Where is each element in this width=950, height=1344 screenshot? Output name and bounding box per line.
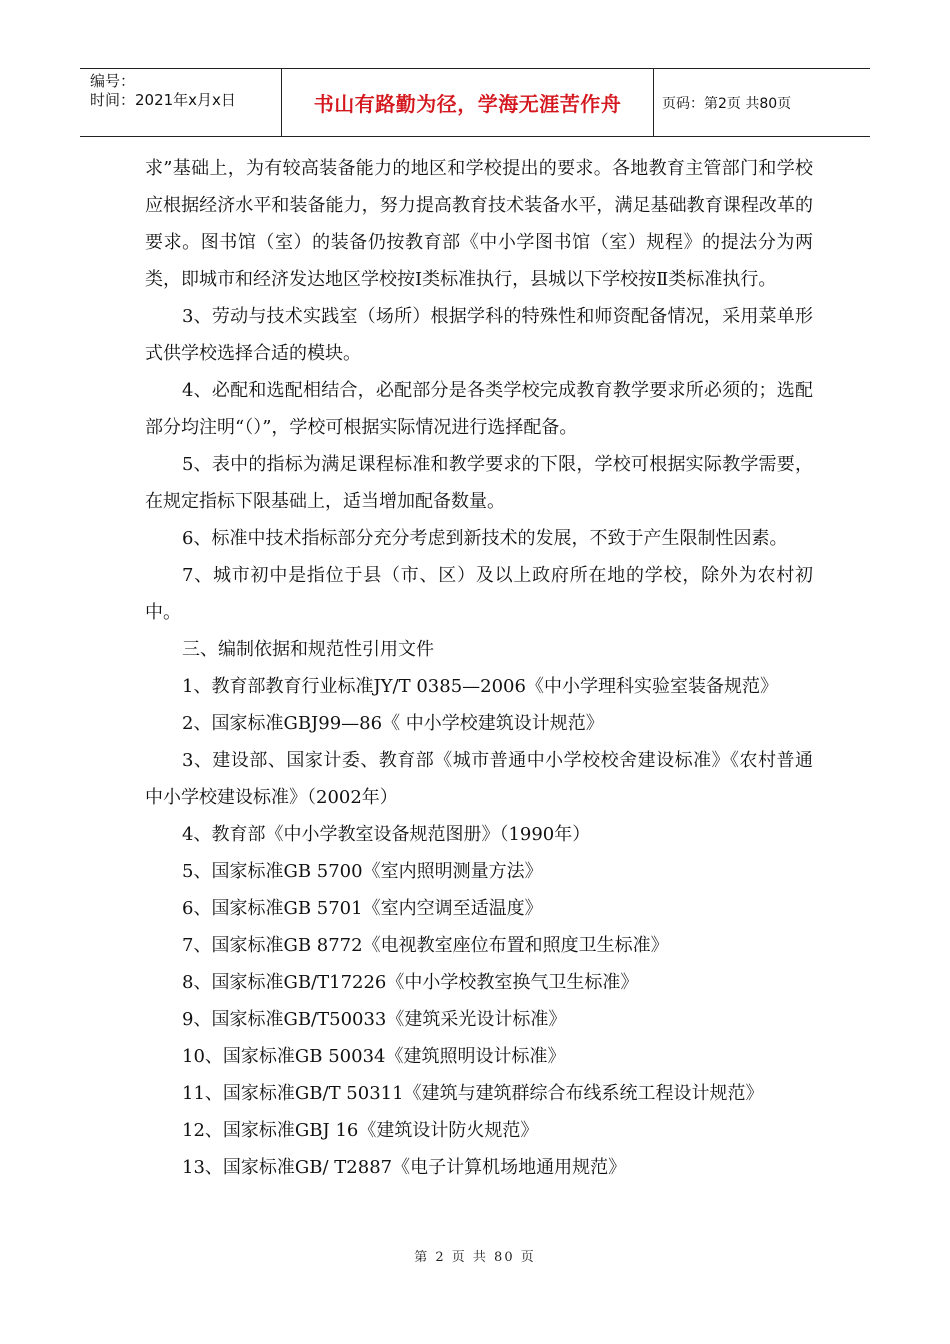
page-footer: 第 2 页 共 80 页 — [414, 1250, 536, 1265]
reference-item: 8、国家标准GB/T17226《中小学校教室换气卫生标准》 — [182, 972, 639, 993]
reference-item: 7、国家标准GB 8772《电视教室座位布置和照度卫生标准》 — [182, 935, 669, 956]
body-paragraph: 5、表中的指标为满足课程标准和教学要求的下限，学校可根据实际教学需要，在规定指标下限基础上，适当增加配备数量。 — [145, 454, 813, 512]
reference-item: 2、国家标准GBJ99—86《 中小学校建筑设计规范》 — [182, 713, 604, 734]
body-paragraph: 3、劳动与技术实践室（场所）根据学科的特殊性和师资配备情况，采用菜单形式供学校选择合适的模块。 — [145, 306, 813, 364]
reference-item: 5、国家标准GB 5700《室内照明测量方法》 — [182, 861, 543, 882]
reference-item: 1、教育部教育行业标准JY/T 0385—2006《中小学理科实验室装备规范》 — [182, 676, 778, 697]
reference-item: 9、国家标准GB/T50033《建筑采光设计标准》 — [182, 1009, 567, 1030]
header-motto: 书山有路勤为径，学海无涯苦作舟 — [282, 69, 654, 136]
reference-item: 4、教育部《中小学教室设备规范图册》（1990年） — [182, 824, 591, 845]
body-paragraph: 7、城市初中是指位于县（市、区）及以上政府所在地的学校，除外为农村初中。 — [145, 565, 813, 623]
body-paragraph: 4、必配和选配相结合，必配部分是各类学校完成教育教学要求所必须的；选配部分均注明“（）”，学校可根据实际情况进行选择配备。 — [145, 380, 813, 438]
reference-item: 6、国家标准GB 5701《室内空调至适温度》 — [182, 898, 543, 919]
document-number-label: 编号： — [90, 72, 136, 90]
page-header — [80, 68, 870, 137]
document-date-label: 时间：2021年x月x日 — [90, 91, 236, 109]
body-paragraph: 求”基础上，为有较高装备能力的地区和学校提出的要求。各地教育主管部门和学校应根据经济水平和装备能力，努力提高教育技术装备水平，满足基础教育课程改革的要求。图书馆（室）的装备仍按教育部《中小学图书馆（室）规程》的提法分为两类，即城市和经济发达地区学校按Ⅰ类标准执行，县城以下学校按Ⅱ类标准执行。 — [145, 158, 813, 290]
header-meta — [80, 69, 282, 136]
reference-item: 3、建设部、国家计委、教育部《城市普通中小学校校舍建设标准》《农村普通中小学校建设标准》（2002年） — [145, 750, 813, 808]
header-page-info: 页码：第2页 共80页 — [662, 95, 792, 112]
section-heading: 三、编制依据和规范性引用文件 — [182, 639, 434, 660]
body-paragraph: 6、标准中技术指标部分充分考虑到新技术的发展，不致于产生限制性因素。 — [182, 528, 788, 549]
reference-item: 10、国家标准GB 50034《建筑照明设计标准》 — [182, 1046, 566, 1067]
reference-item: 12、国家标准GBJ 16《建筑设计防火规范》 — [182, 1120, 539, 1141]
document-body — [145, 150, 813, 1186]
reference-item: 13、国家标准GB/ T2887《电子计算机场地通用规范》 — [182, 1157, 627, 1178]
reference-item: 11、国家标准GB/T 50311《建筑与建筑群综合布线系统工程设计规范》 — [182, 1083, 764, 1104]
